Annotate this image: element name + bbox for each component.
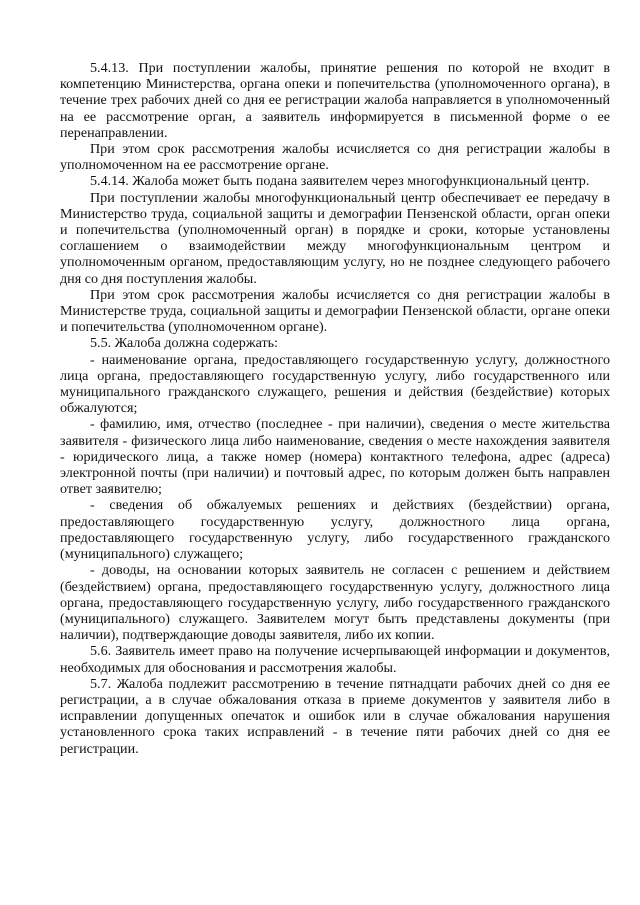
document-page xyxy=(60,60,610,757)
paragraph-5-6: 5.6. Заявитель имеет право на получение исчерпывающей информации и документов, необходимых для обоснования и рассмотрения жалобы. xyxy=(60,643,610,676)
list-item-applicant-info: - фамилию, имя, отчество (последнее - при наличии), сведения о месте жительства заявителя - физического лица либо наименование, сведения о месте нахождения заявителя - юридического лица, а также номер (номера) контактного телефона, адрес (адреса) электронной почты (при наличии) и почтовый адрес, по которым должен быть направлен ответ заявителю; xyxy=(60,416,610,498)
paragraph-5-4-14-term: При этом срок рассмотрения жалобы исчисляется со дня регистрации жалобы в Министерстве труда, социальной защиты и демографии Пензенской области, органе опеки и попечительства (уполномоченном органе). xyxy=(60,286,610,336)
list-item-decisions-info: - сведения об обжалуемых решениях и действиях (бездействии) органа, предоставляющего государственную услугу, должностного лица органа, предоставляющего государственную услугу, либо государственного гражданского (муниципального) служащего; xyxy=(60,497,610,563)
list-item-organ-name: - наименование органа, предоставляющего государственную услугу, должностного лица органа, предоставляющего государственную услугу, либо государственного или муниципального гражданского служащего, решения и действия (бездействие) которых обжалуются; xyxy=(60,351,610,417)
paragraph-5-4-13: 5.4.13. При поступлении жалобы, принятие решения по которой не входит в компетенцию Министерства, органа опеки и попечительства (уполномоченного органа), в течение трех рабочих дней со дня ее регистрации жалоба направляется в уполномоченный на ее рассмотрение орган, а заявитель информируется в письменной форме о ее перенаправлении. xyxy=(60,60,610,141)
paragraph-5-5: 5.5. Жалоба должна содержать: xyxy=(90,335,278,352)
paragraph-5-4-14: 5.4.14. Жалоба может быть подана заявителем через многофункциональный центр. xyxy=(90,173,590,190)
paragraph-5-7: 5.7. Жалоба подлежит рассмотрению в течение пятнадцати рабочих дней со дня ее регистрации, а в случае обжалования отказа в приеме документов у заявителя либо в исправлении допущенных опечаток и ошибок или в случае обжалования нарушения установленного срока таких исправлений - в течение пяти рабочих дней со дня ее регистрации. xyxy=(60,675,610,757)
paragraph-5-4-14-mfc: При поступлении жалобы многофункциональный центр обеспечивает ее передачу в Министерство труда, социальной защиты и демографии Пензенской области, орган опеки и попечительства (уполномоченный орган) в порядке и сроки, которые установлены соглашением о взаимодействии между многофункциональным центром и уполномоченным органом, предоставляющим услугу, но не позднее следующего рабочего дня со дня поступления жалобы. xyxy=(60,189,610,287)
list-item-arguments: - доводы, на основании которых заявитель не согласен с решением и действием (бездействием) органа, предоставляющего государственную услугу, должностного лица органа, предоставляющего государственную услугу, либо государственного гражданского (муниципального) служащего. Заявителем могут быть представлены документы (при наличии), подтверждающие доводы заявителя, либо их копии. xyxy=(60,562,610,644)
paragraph-5-4-13-term: При этом срок рассмотрения жалобы исчисляется со дня регистрации жалобы в уполномоченном на ее рассмотрение органе. xyxy=(60,141,610,174)
